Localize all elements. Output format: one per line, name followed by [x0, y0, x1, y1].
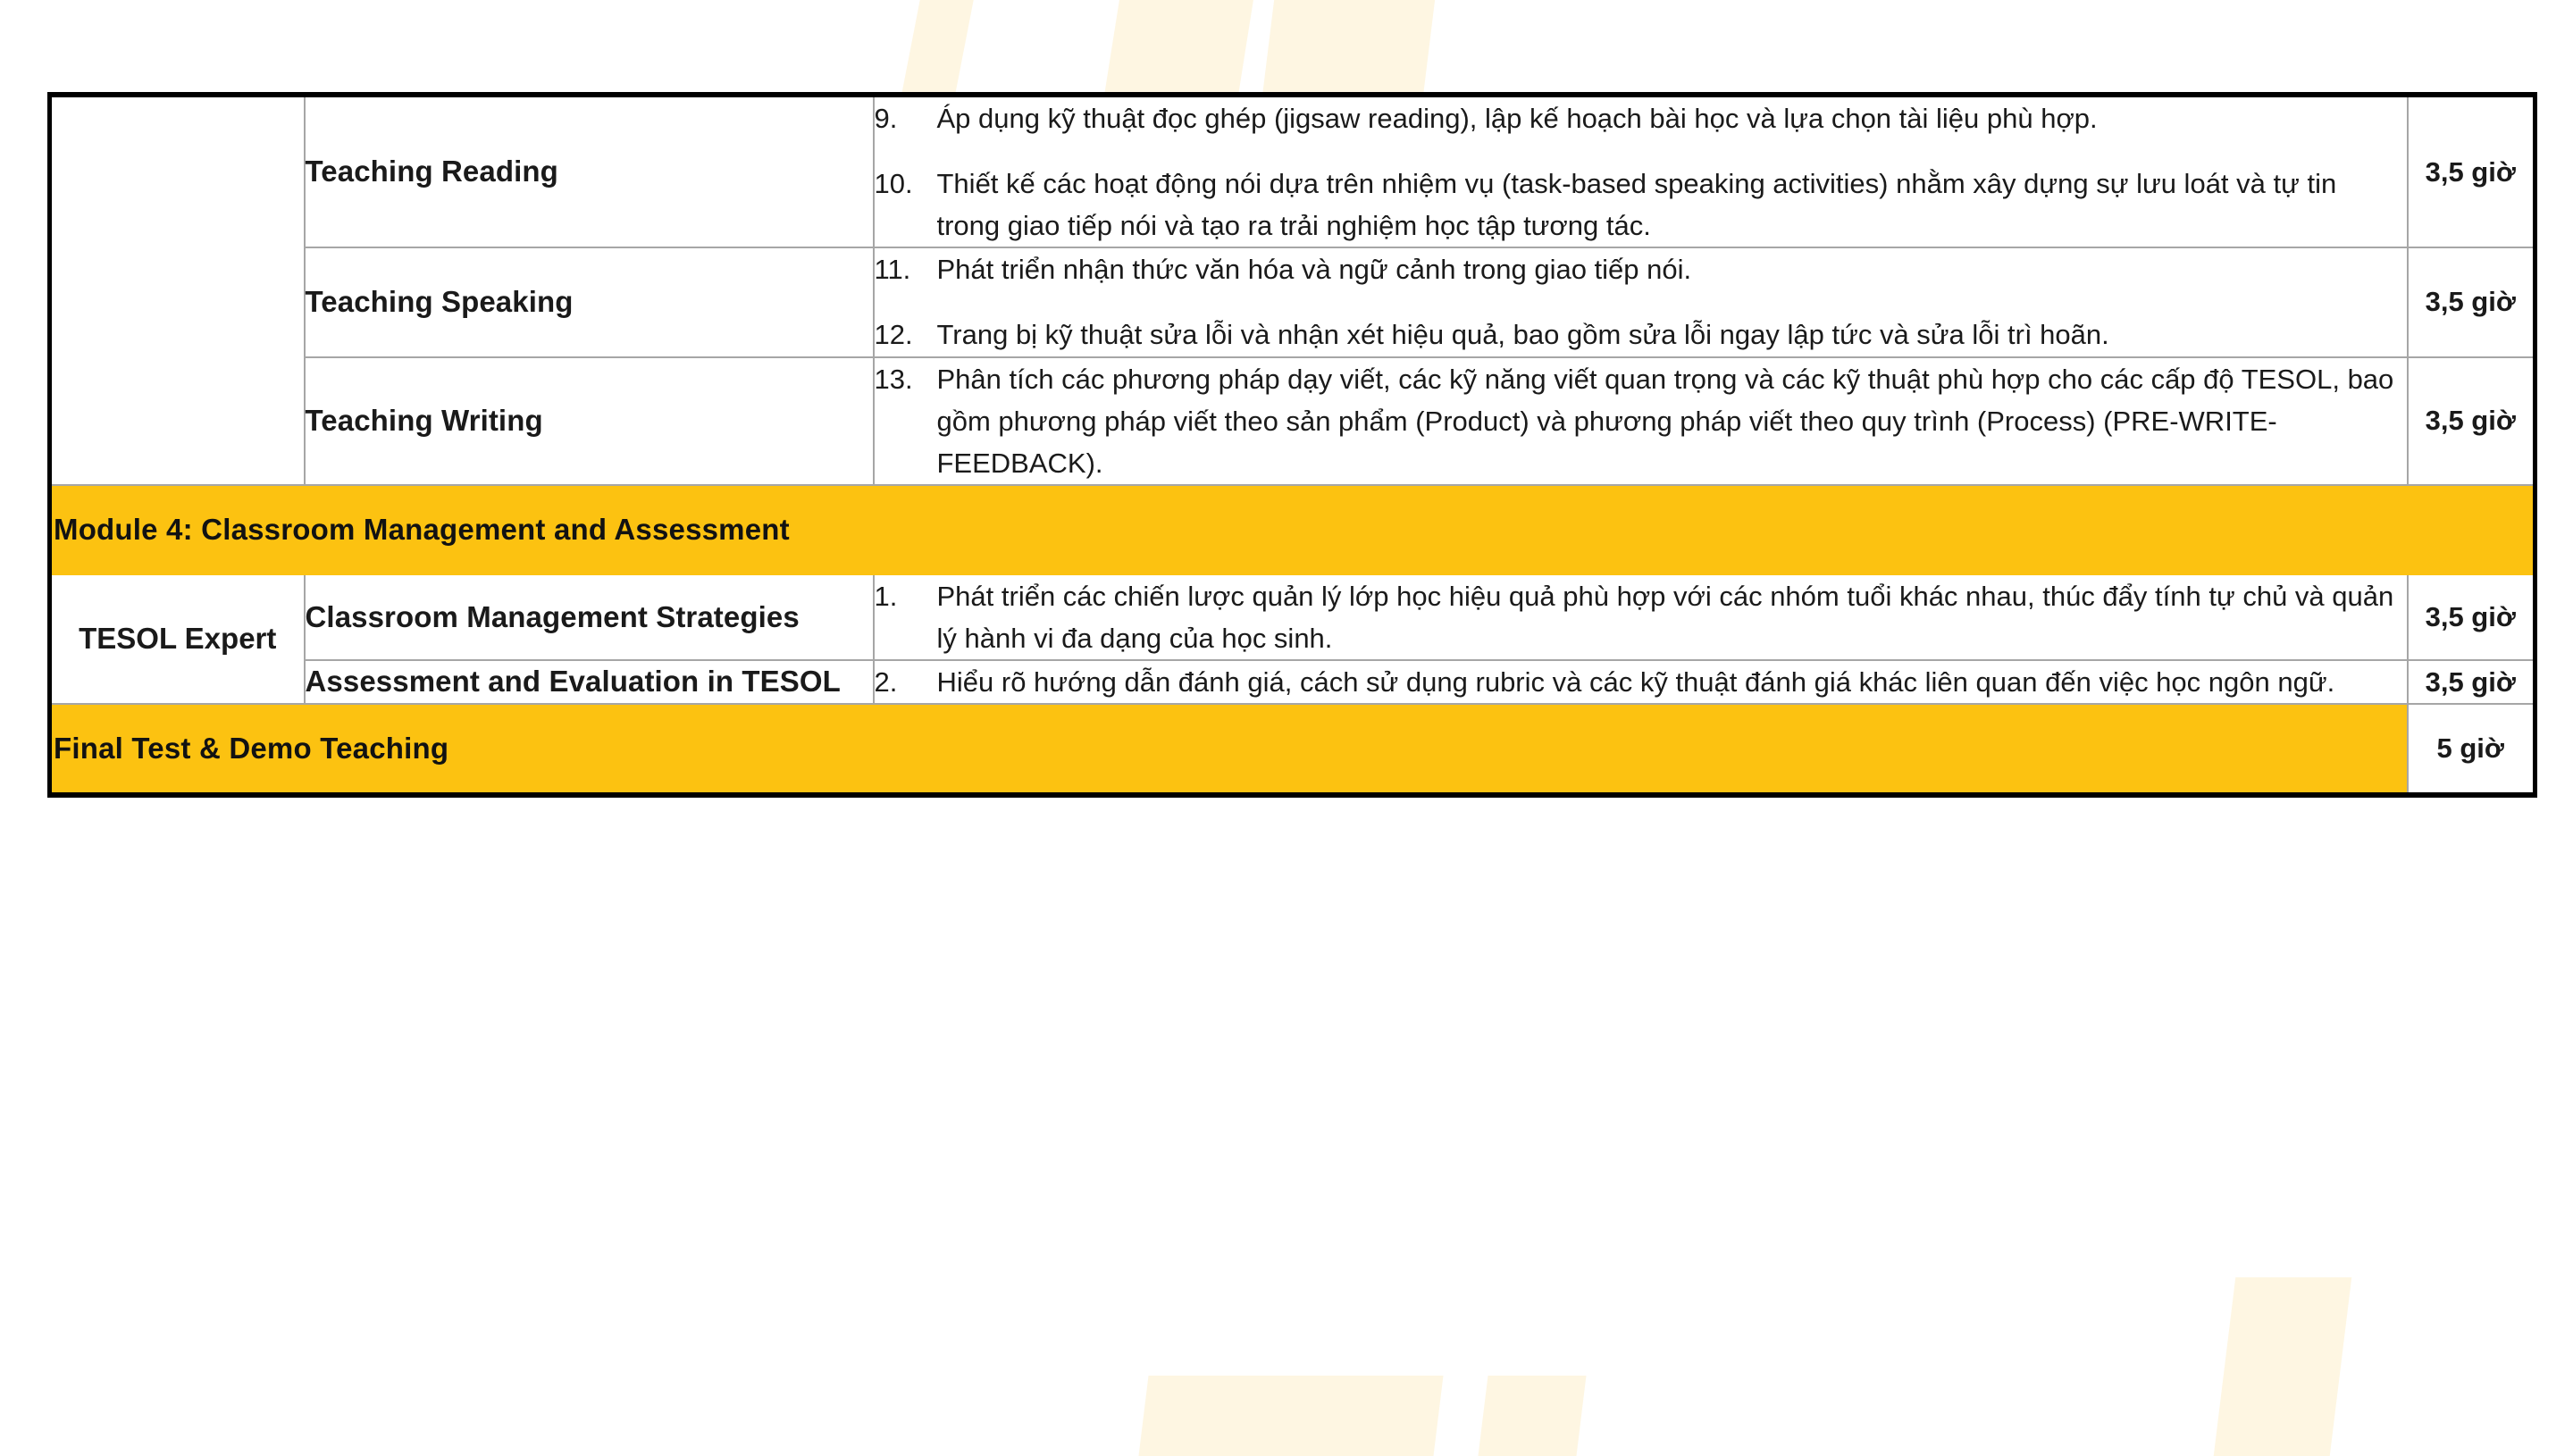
learning-outcomes-list — [875, 97, 2407, 247]
watermark-streak — [901, 0, 975, 98]
group-label-cell — [50, 95, 305, 485]
module-banner-label: Module 4: Classroom Management and Assessment — [54, 512, 790, 546]
learning-outcomes-cell — [874, 247, 2408, 356]
hours-cell: 3,5 giờ — [2408, 574, 2535, 660]
hours-cell: 3,5 giờ — [2408, 247, 2535, 356]
learning-outcomes-list — [875, 358, 2407, 484]
outcome-number: 2. — [874, 666, 898, 699]
watermark-streak — [2214, 1277, 2352, 1456]
outcome-number: 13. — [874, 363, 913, 395]
outcome-text: Thiết kế các hoạt động nói dựa trên nhiệm vụ (task-based speaking activities) nhằm xây dựng sự lưu loát và tự tin trong giao tiếp nói và tạo ra trải nghiệm học tập tương tác. — [936, 168, 2337, 242]
learning-outcomes-cell — [874, 95, 2408, 247]
syllabus-row — [50, 574, 2535, 660]
outcome-text: Phát triển các chiến lược quản lý lớp học hiệu quả phù hợp với các nhóm tuổi khác nhau, thúc đẩy tính tự chủ và quản lý hành vi đa dạng của học sinh. — [936, 580, 2394, 654]
watermark-streak — [1138, 1376, 1443, 1456]
learning-outcome-item — [875, 97, 2407, 139]
topic-cell: Teaching Speaking — [305, 247, 874, 356]
outcome-number: 12. — [874, 319, 913, 351]
learning-outcomes-list — [875, 661, 2407, 703]
topic-cell: Teaching Writing — [305, 357, 874, 485]
group-label-cell: TESOL Expert — [50, 574, 305, 704]
learning-outcomes-cell — [874, 574, 2408, 660]
outcome-number: 11. — [874, 254, 911, 286]
learning-outcomes-list — [875, 248, 2407, 356]
module-banner-cell — [50, 485, 2408, 574]
learning-outcome-item — [875, 248, 2407, 290]
syllabus-table — [47, 92, 2537, 798]
module-banner-row — [50, 704, 2535, 795]
topic-cell: Classroom Management Strategies — [305, 574, 874, 660]
syllabus-row — [50, 247, 2535, 356]
syllabus-row — [50, 660, 2535, 704]
outcome-number: 10. — [874, 168, 913, 200]
module-banner-label: Final Test & Demo Teaching — [54, 732, 449, 766]
module-banner-cell — [50, 704, 2408, 795]
syllabus-table-container — [47, 92, 2533, 798]
outcome-text: Phát triển nhận thức văn hóa và ngữ cảnh trong giao tiếp nói. — [936, 254, 1692, 286]
learning-outcome-item — [875, 575, 2407, 659]
outcome-text: Áp dụng kỹ thuật đọc ghép (jigsaw reading), lập kế hoạch bài học và lựa chọn tài liệu phù hợp. — [936, 103, 2098, 134]
watermark-streak — [1478, 1376, 1586, 1456]
syllabus-row — [50, 95, 2535, 247]
learning-outcome-item — [875, 163, 2407, 247]
watermark-streak — [1262, 0, 1437, 98]
module-banner-row — [50, 485, 2535, 574]
outcome-text: Trang bị kỹ thuật sửa lỗi và nhận xét hiệu quả, bao gồm sửa lỗi ngay lập tức và sửa lỗi trì hoãn. — [936, 319, 2109, 351]
hours-cell: 5 giờ — [2408, 704, 2535, 795]
learning-outcome-item — [875, 358, 2407, 484]
outcome-number: 9. — [874, 103, 898, 134]
learning-outcome-item — [875, 314, 2407, 356]
topic-cell: Teaching Reading — [305, 95, 874, 247]
syllabus-row — [50, 357, 2535, 485]
learning-outcomes-cell — [874, 660, 2408, 704]
outcome-text: Hiểu rõ hướng dẫn đánh giá, cách sử dụng rubric và các kỹ thuật đánh giá khác liên quan đến việc học ngôn ngữ. — [936, 666, 2335, 699]
learning-outcomes-cell — [874, 357, 2408, 485]
learning-outcomes-list — [875, 575, 2407, 659]
topic-cell: Assessment and Evaluation in TESOL — [305, 660, 874, 704]
hours-cell: 3,5 giờ — [2408, 660, 2535, 704]
watermark-streak — [1103, 0, 1254, 98]
outcome-text: Phân tích các phương pháp dạy viết, các kỹ năng viết quan trọng và các kỹ thuật phù hợp cho các cấp độ TESOL, bao gồm phương pháp viết theo sản phẩm (Product) và phương pháp viết theo quy trình (Process) (PRE-WRITE-FEEDBACK). — [936, 363, 2394, 479]
hours-cell: 3,5 giờ — [2408, 95, 2535, 247]
outcome-number: 1. — [874, 580, 898, 612]
hours-cell: 3,5 giờ — [2408, 357, 2535, 485]
hours-cell — [2408, 485, 2535, 574]
learning-outcome-item — [875, 661, 2407, 703]
